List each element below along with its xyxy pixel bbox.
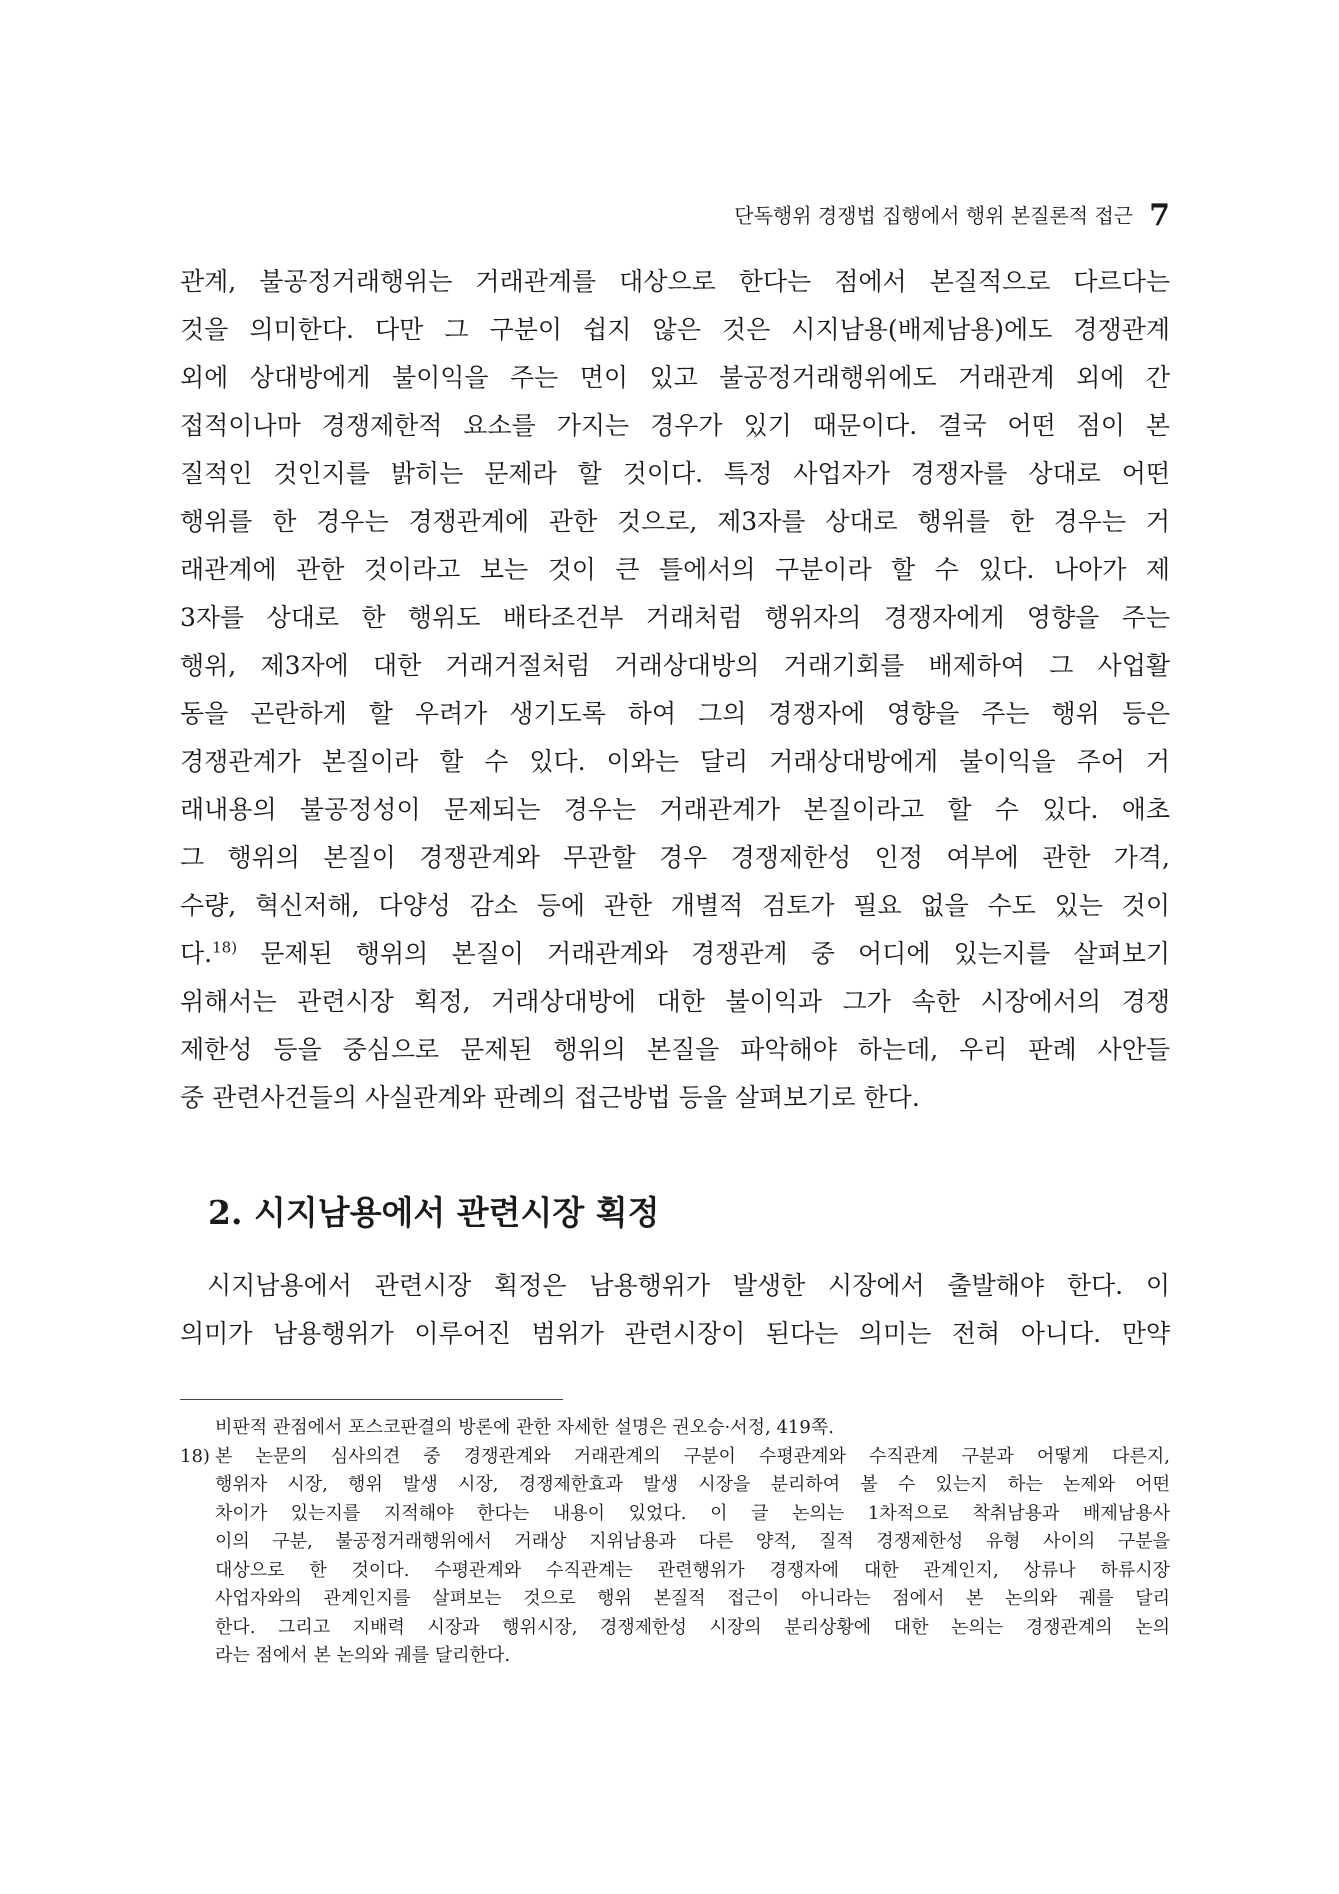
footnote-line: 한다. 그리고 지배력 시장과 행위시장, 경쟁제한성 시장의 분리상황에 대한 논의는 경쟁관계의 논의 [215, 1616, 1170, 1638]
body-line: 그 행위의 본질이 경쟁관계와 무관할 경우 경쟁제한성 인정 여부에 관한 가격, [180, 843, 1170, 872]
footnote-line: 차이가 있는지를 지적해야 한다는 내용이 있었다. 이 글 논의는 1차적으로 착취남용과 배제남용사 [215, 1502, 1170, 1524]
body-line: 동을 곤란하게 할 우려가 생기도록 하여 그의 경쟁자에 영향을 주는 행위 등은 [180, 699, 1170, 728]
body-line: 위해서는 관련시장 획정, 거래상대방에 대한 불이익과 그가 속한 시장에서의 경쟁 [180, 987, 1170, 1016]
body-line: 접적이나마 경쟁제한적 요소를 가지는 경우가 있기 때문이다. 결국 어떤 점이 본 [180, 411, 1170, 440]
body-line: 것을 의미한다. 다만 그 구분이 쉽지 않은 것은 시지남용(배제남용)에도 경쟁관계 [180, 315, 1170, 344]
body-line: 중 관련사건들의 사실관계와 판례의 접근방법 등을 살펴보기로 한다. [180, 1083, 920, 1112]
body-line: 래내용의 불공정성이 문제되는 경우는 거래관계가 본질이라고 할 수 있다. 애초 [180, 795, 1170, 824]
footnote-line: 대상으로 한 것이다. 수평관계와 수직관계는 관련행위가 경쟁자에 대한 관계인지, 상류나 하류시장 [215, 1559, 1170, 1581]
body-line: 질적인 것인지를 밝히는 문제라 할 것이다. 특정 사업자가 경쟁자를 상대로 어떤 [180, 459, 1170, 488]
footnote-divider [180, 1399, 563, 1400]
body-line: 3자를 상대로 한 행위도 배타조건부 거래처럼 행위자의 경쟁자에게 영향을 주는 [180, 603, 1170, 632]
page-number: 7 [1149, 197, 1170, 233]
section-heading: 2. 시지남용에서 관련시장 획정 [208, 1193, 660, 1232]
footnote-line: 본 논문의 심사의견 중 경쟁관계와 거래관계의 구분이 수평관계와 수직관계 구분과 어떻게 다른지, [215, 1445, 1170, 1467]
footnote-line-before: 다. [180, 939, 213, 968]
footnote-line-after: 문제된 행위의 본질이 거래관계와 경쟁관계 중 어디에 있는지를 살펴보기 [237, 939, 1170, 968]
body-paragraph [180, 258, 1170, 1122]
body-line: 행위를 한 경우는 경쟁관계에 관한 것으로, 제3자를 상대로 행위를 한 경우는 거 [180, 507, 1170, 536]
footnote-line: 라는 점에서 본 논의와 궤를 달리한다. [215, 1645, 511, 1666]
footnote-marker-18: 18) [180, 1445, 210, 1467]
footnote-18-first-line [180, 1443, 1170, 1472]
section-paragraph [180, 1262, 1170, 1358]
body-line: 수량, 혁신저해, 다양성 감소 등에 관한 개별적 검토가 필요 없을 수도 있는 것이 [180, 891, 1170, 920]
footnote-ref-18[interactable]: 18) [212, 938, 238, 957]
section-line: 시지남용에서 관련시장 획정은 남용행위가 발생한 시장에서 출발해야 한다. 이 [207, 1271, 1170, 1300]
body-line-with-footnote [180, 930, 1170, 978]
footnote-line: 행위자 시장, 행위 발생 시장, 경쟁제한효과 발생 시장을 분리하여 볼 수 있는지 하는 논제와 어떤 [215, 1474, 1170, 1495]
body-line: 래관계에 관한 것이라고 보는 것이 큰 틀에서의 구분이라 할 수 있다. 나아가 제 [180, 555, 1170, 584]
running-header [180, 195, 1170, 235]
body-line: 제한성 등을 중심으로 문제된 행위의 본질을 파악해야 하는데, 우리 판례 사안들 [180, 1035, 1170, 1064]
body-line: 경쟁관계가 본질이라 할 수 있다. 이와는 달리 거래상대방에게 불이익을 주어 거 [180, 747, 1170, 776]
footnote-continuation: 비판적 관점에서 포스코판결의 방론에 관한 자세한 설명은 권오승·서정, 419쪽. [215, 1417, 834, 1438]
section-line: 의미가 남용행위가 이루어진 범위가 관련시장이 된다는 의미는 전혀 아니다. 만약 [180, 1319, 1170, 1348]
body-line: 외에 상대방에게 불이익을 주는 면이 있고 불공정거래행위에도 거래관계 외에 간 [180, 363, 1170, 392]
footnote-line: 사업자와의 관계인지를 살펴보는 것으로 행위 본질적 접근이 아니라는 점에서 본 논의와 궤를 달리 [215, 1588, 1170, 1609]
footnote-line: 이의 구분, 불공정거래행위에서 거래상 지위남용과 다른 양적, 질적 경쟁제한성 유형 사이의 구분을 [215, 1531, 1170, 1552]
footnotes [180, 1414, 1170, 1671]
body-line: 관계, 불공정거래행위는 거래관계를 대상으로 한다는 점에서 본질적으로 다르다는 [180, 267, 1170, 296]
running-title: 단독행위 경쟁법 집행에서 행위 본질론적 접근 [734, 203, 1134, 228]
body-line: 행위, 제3자에 대한 거래거절처럼 거래상대방의 거래기회를 배제하여 그 사업활 [180, 651, 1170, 680]
